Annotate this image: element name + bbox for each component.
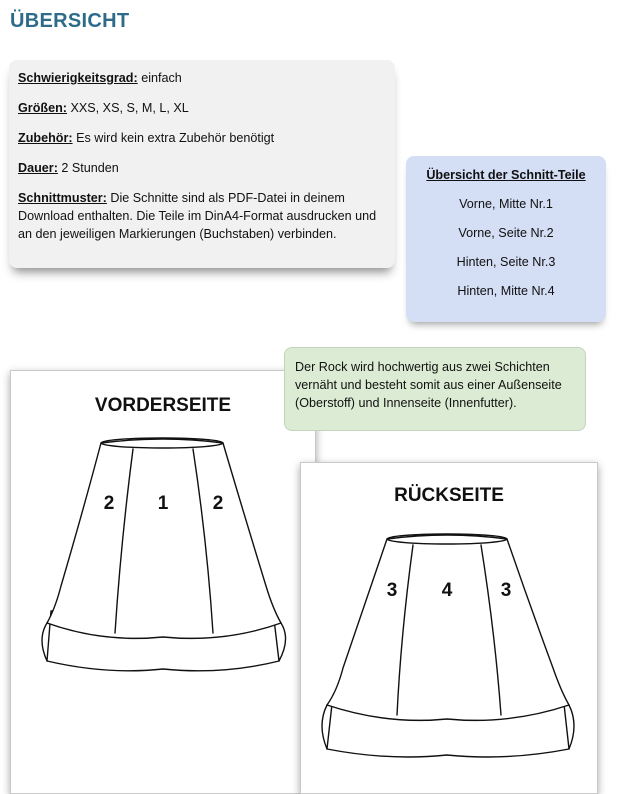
- pattern-parts-card: [406, 156, 606, 322]
- accessories-label: Zubehör:: [18, 131, 73, 145]
- accessories-row: [18, 129, 386, 147]
- parts-title: Übersicht der Schnitt-Teile: [426, 168, 586, 182]
- page-title: ÜBERSICHT: [10, 10, 130, 32]
- part-item: Hinten, Seite Nr.3: [456, 255, 556, 269]
- difficulty-label: Schwierigkeitsgrad:: [18, 71, 138, 85]
- part-item: Vorne, Seite Nr.2: [458, 226, 554, 240]
- back-part-label-center: 4: [441, 580, 453, 601]
- front-part-label-left: 2: [103, 493, 115, 514]
- sizes-row: [18, 99, 386, 117]
- layer-note-text: Der Rock wird hochwertig aus zwei Schichten vernäht und besteht somit aus einer Außenseite (Oberstoff) und Innenseite (Innenfutter).: [295, 360, 562, 410]
- back-heading: RÜCKSEITE: [394, 485, 504, 506]
- back-view-panel: [300, 462, 598, 794]
- pattern-value: Die Schnitte sind als PDF-Datei in deinem Download enthalten. Die Teile im DinA4-Format ausdrucken und an den jeweiligen Markierungen (Buchstaben) verbinden.: [18, 191, 377, 241]
- part-item: Hinten, Mitte Nr.4: [457, 284, 555, 298]
- front-skirt-illustration: [11, 371, 315, 793]
- sizes-value: XXS, XS, S, M, L, XL: [70, 101, 189, 115]
- front-heading: VORDERSEITE: [94, 395, 232, 416]
- front-view-panel: [10, 370, 316, 794]
- pattern-row: [18, 189, 386, 243]
- info-card: [9, 60, 395, 268]
- difficulty-value: einfach: [141, 71, 182, 85]
- part-item: Vorne, Mitte Nr.1: [459, 197, 553, 211]
- back-part-label-left: 3: [386, 580, 398, 601]
- duration-value: 2 Stunden: [61, 161, 119, 175]
- back-part-label-right: 3: [500, 580, 512, 601]
- duration-row: [18, 159, 386, 177]
- back-skirt-illustration: [301, 463, 597, 793]
- sizes-label: Größen:: [18, 101, 67, 115]
- layer-note-card: [284, 347, 586, 431]
- accessories-value: Es wird kein extra Zubehör benötigt: [76, 131, 275, 145]
- front-part-label-center: 1: [157, 493, 169, 514]
- duration-label: Dauer:: [18, 161, 58, 175]
- difficulty-row: [18, 69, 386, 87]
- pattern-label: Schnittmuster:: [18, 191, 107, 205]
- front-part-label-right: 2: [212, 493, 224, 514]
